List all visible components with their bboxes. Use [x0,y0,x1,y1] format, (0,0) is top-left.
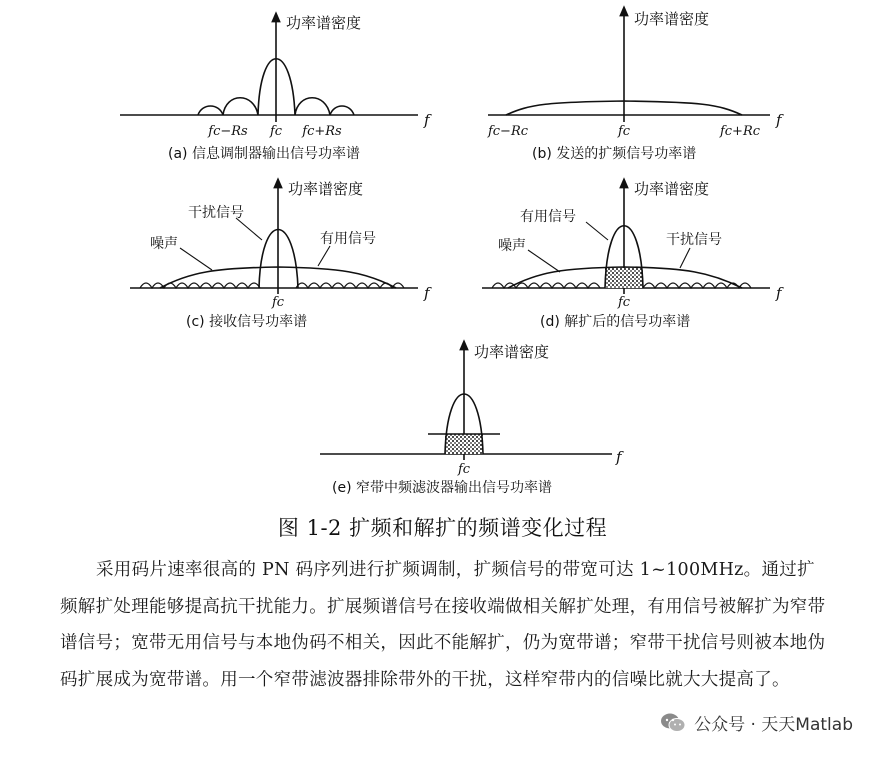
panel-a [120,16,418,122]
figure-title: 图 1-2 扩频和解扩的频谱变化过程 [277,516,608,540]
panel-a-side-lobe [223,98,258,115]
panel-d-label-noise: 噪声 [498,238,526,254]
panel-a-x-label: f [424,111,430,129]
panel-e-tick: fc [457,462,471,477]
panel-b-tick: fc+Rc [719,124,761,139]
panel-c-leader [180,248,212,270]
panel-d-x-label: f [776,284,782,302]
panel-a-caption: (a) 信息调制器输出信号功率谱 [168,146,360,162]
panel-a-side-lobe [330,106,354,115]
panel-b-tick: fc [617,124,631,139]
panel-d-leader [586,222,608,240]
panel-b-caption: (b) 发送的扩频信号功率谱 [532,146,697,162]
panel-c-label-interference: 干扰信号 [188,205,244,221]
panel-a-side-lobe [295,98,330,115]
watermark [656,708,857,737]
panel-e-caption: (e) 窄带中频滤波器输出信号功率谱 [332,480,552,496]
panel-c-x-label: f [424,284,430,302]
panel-d-tick: fc [617,295,631,310]
panel-a-tick: fc [269,124,283,139]
watermark-text: 公众号 · 天天Matlab [694,715,853,735]
panel-b [488,10,770,122]
panel-b-y-label: 功率谱密度 [634,10,710,28]
panel-c-caption: (c) 接收信号功率谱 [186,314,308,330]
panel-a-side-lobe [198,106,223,115]
panel-c-label-noise: 噪声 [150,236,178,252]
panel-c-leader [236,218,262,240]
panel-a-y-label: 功率谱密度 [286,14,362,32]
panel-e-y-label: 功率谱密度 [474,343,550,361]
panel-d-label-useful: 有用信号 [520,209,576,225]
panel-d-caption: (d) 解扩后的信号功率谱 [540,314,691,330]
panel-d-label-interference: 干扰信号 [666,232,722,248]
panel-d-leader [680,248,690,268]
panel-e-x-label: f [616,448,622,466]
panel-d-y-label: 功率谱密度 [634,180,710,198]
panel-a-tick: fc+Rs [302,124,342,139]
panel-b-tick: fc−Rc [487,124,529,139]
panel-c-label-useful: 有用信号 [320,231,376,247]
panel-d-leader [528,250,560,272]
panel-a-tick: fc−Rs [208,124,248,139]
panel-e [320,344,612,460]
panel-d-useful-filled [605,268,643,288]
panel-c-y-label: 功率谱密度 [288,180,364,198]
panel-e-filtered-fill [445,434,483,454]
wechat-icon [660,712,686,734]
panel-c-tick: fc [271,295,285,310]
panel-b-x-label: f [776,111,782,129]
panel-c-leader [318,246,330,266]
body-paragraph: 采用码片速率很高的 PN 码序列进行扩频调制，扩频信号的带宽可达 1~100MHz。通过扩频解扩处理能够提高抗干扰能力。扩展频谱信号在接收端做相关解扩处理，有用信号被解扩为窄带谱信号；宽带无用信号与本地伪码不相关，因此不能解扩，仍为宽带谱；窄带干扰信号则被本地伪码扩展成为宽带谱。用一个窄带滤波器排除带外的干扰，这样窄带内的信噪比就大大提高了。 [60,560,826,690]
